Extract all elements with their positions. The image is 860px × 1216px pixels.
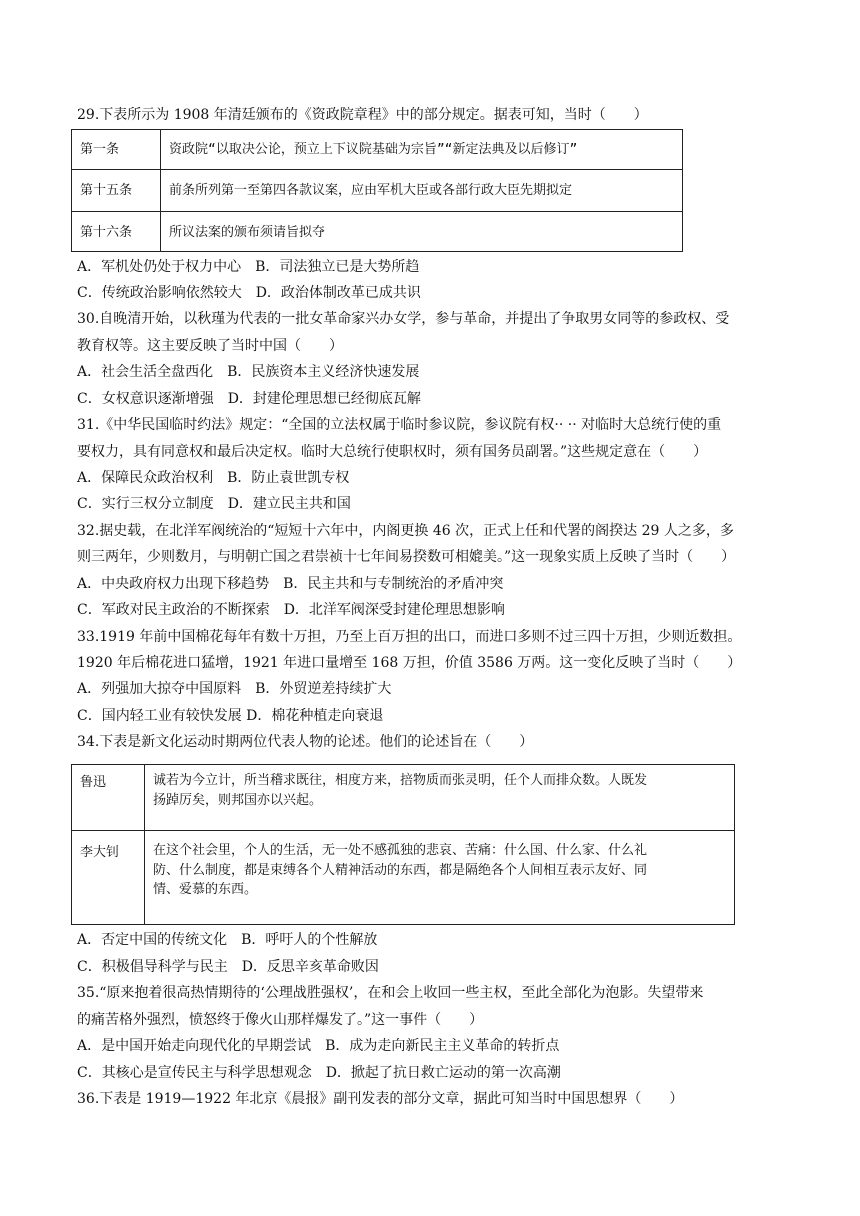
table-row — [72, 212, 683, 252]
q29-options-cd: C．传统政治影响依然较大 D．政治体制改革已成共识 — [77, 285, 421, 301]
table-row — [72, 170, 683, 212]
q30-options-ab: A．社会生活全盘西化 B．民族资本主义经济快速发展 — [77, 364, 420, 380]
article-text: 前条所列第一至第四各款议案，应由军机大臣或各部行政大臣先期拟定 — [161, 170, 683, 212]
q34-options-ab: A．否定中国的传统文化 B．呼吁人的个性解放 — [77, 932, 378, 948]
q31-stem: 31.《中华民国临时约法》规定：“全国的立法权属于临时参议院，参议院有权·· ·· 对临时大总统行使的重 — [77, 417, 722, 433]
q31-options-cd: C．实行三权分立制度 D．建立民主共和国 — [77, 496, 351, 512]
quote-line: 防、什么制度，都是束缚各个人精神活动的东西，都是隔绝各个人间相互表示友好、同 — [153, 862, 648, 878]
q32-options-cd: C．军政对民主政治的不断探索 D．北洋军阀深受封建伦理思想影响 — [77, 602, 505, 618]
article-text: 资政院“以取决公论，预立上下议院基础为宗旨”“新定法典及以后修订” — [161, 130, 683, 170]
quote-line: 在这个社会里，个人的生活，无一处不感孤独的悲哀、苦痛：什么国、什么家、什么礼 — [153, 843, 648, 858]
q35-stem-cont: 的痛苦格外强烈，愤怒终于像火山那样爆发了。”这一事件（ ） — [77, 1012, 484, 1028]
author-name: 李大钊 — [72, 831, 145, 925]
q34-stem: 34.下表是新文化运动时期两位代表人物的论述。他们的论述旨在（ ） — [77, 734, 534, 750]
quote-line: 情、爱慕的东西。 — [153, 882, 258, 897]
quote-text — [145, 765, 735, 831]
q33-options-cd: C．国内轻工业有较快发展 D．棉花种植走向衰退 — [77, 708, 384, 724]
q35-stem: 35.“原来抱着很高热情期待的‘公理战胜强权’，在和会上收回一些主权，至此全部化为泡影。失望带来 — [77, 985, 704, 1001]
q29-options-ab: A．军机处仍处于权力中心 B．司法独立已是大势所趋 — [77, 259, 420, 275]
q35-options-cd: C．其核心是宣传民主与科学思想观念 D．掀起了抗日救亡运动的第一次高潮 — [77, 1065, 561, 1081]
q32-stem: 32.据史载，在北洋军阀统治的“短短十六年中，内阁更换 46 次，正式上任和代署的阁揆达 29 人之多，多 — [77, 523, 734, 539]
table-row — [72, 130, 683, 170]
q34-table — [71, 764, 735, 925]
q30-stem-cont: 教育权等。这主要反映了当时中国（ ） — [77, 338, 343, 354]
q34-options-cd: C．积极倡导科学与民主 D．反思辛亥革命败因 — [77, 959, 379, 975]
q33-stem: 33.1919 年前中国棉花每年有数十万担，乃至上百万担的出口，而进口多则不过三四十万担，少则近数担。 — [77, 629, 742, 645]
q29-stem: 29.下表所示为 1908 年清廷颁布的《资政院章程》中的部分规定。据表可知，当时（ ） — [77, 107, 648, 123]
q33-stem-cont: 1920 年后棉花进口猛增，1921 年进口量增至 168 万担，价值 3586 万两。这一变化反映了当时（ ） — [77, 655, 742, 671]
q30-options-cd: C．女权意识逐渐增强 D．封建伦理思想已经彻底瓦解 — [77, 391, 421, 407]
q32-stem-cont: 则三两年，少则数月，与明朝亡国之君崇祯十七年间易揆数可相媲美。”这一现象实质上反映了当时（ ） — [77, 549, 736, 565]
q35-options-ab: A．是中国开始走向现代化的早期尝试 B．成为走向新民主主义革命的转折点 — [77, 1038, 560, 1054]
author-name: 鲁迅 — [72, 765, 145, 831]
quote-line: 诚若为今立计，所当稽求既往，相度方来，掊物质而张灵明，任个人而排众数。人既发 — [153, 773, 648, 788]
q30-stem: 30.自晚清开始，以秋瑾为代表的一批女革命家兴办女学，参与革命，并提出了争取男女同等的参政权、受 — [77, 311, 730, 327]
q33-options-ab: A．列强加大掠夺中国原料 B．外贸逆差持续扩大 — [77, 681, 392, 697]
q36-stem: 36.下表是 1919—1922 年北京《晨报》副刊发表的部分文章，据此可知当时中国思想界（ ） — [77, 1091, 684, 1107]
article-number: 第一条 — [72, 130, 161, 170]
table-row — [72, 831, 735, 925]
article-number: 第十六条 — [72, 212, 161, 252]
table-row — [72, 765, 735, 831]
q32-options-ab: A．中央政府权力出现下移趋势 B．民主共和与专制统治的矛盾冲突 — [77, 576, 504, 592]
q31-stem-cont: 要权力，具有同意权和最后决定权。临时大总统行使职权时，须有国务员副署。”这些规定意在（ ） — [77, 444, 708, 460]
q31-options-ab: A．保障民众政治权利 B．防止袁世凯专权 — [77, 470, 350, 486]
quote-text — [145, 831, 735, 925]
article-text: 所议法案的颁布须请旨拟夺 — [161, 212, 683, 252]
article-number: 第十五条 — [72, 170, 161, 212]
q29-table — [71, 129, 683, 252]
quote-line: 扬踔厉矣，则邦国亦以兴起。 — [153, 792, 323, 808]
